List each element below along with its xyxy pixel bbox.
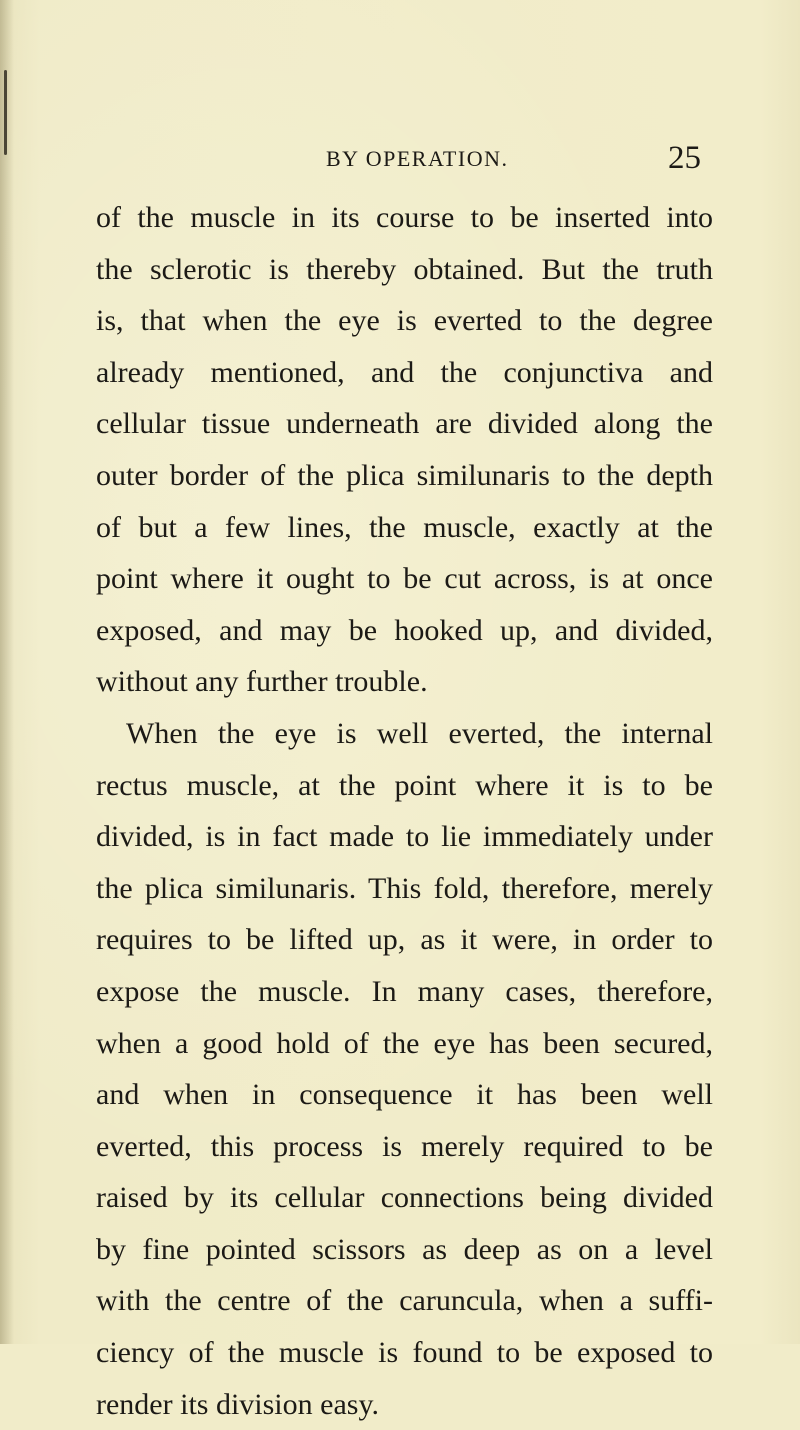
text-line: render its division easy.	[96, 1387, 379, 1421]
text-line: ciency of the muscle is found to be exposed to	[96, 1336, 713, 1370]
text-line: requires to be lifted up, as it were, in order to	[96, 923, 713, 957]
text-line: the plica similunaris. This fold, therefore, merely	[96, 871, 713, 905]
text-line: exposed, and may be hooked up, and divided,	[96, 613, 713, 647]
text-line: and when in consequence it has been well	[96, 1078, 713, 1112]
text-line: by fine pointed scissors as deep as on a level	[96, 1232, 713, 1266]
text-line: already mentioned, and the conjunctiva and	[96, 355, 713, 389]
body-text	[96, 192, 713, 1430]
text-line: divided, is in fact made to lie immediately under	[96, 820, 713, 854]
text-line: is, that when the eye is everted to the degree	[96, 304, 713, 338]
text-line: expose the muscle. In many cases, therefore,	[96, 974, 713, 1008]
text-line: the sclerotic is thereby obtained. But the truth	[96, 252, 713, 286]
text-line: when a good hold of the eye has been secured,	[96, 1026, 713, 1060]
text-line: rectus muscle, at the point where it is to be	[96, 768, 713, 802]
running-title: BY OPERATION.	[326, 146, 509, 171]
page-fold-shadow	[0, 0, 14, 1344]
text-line: When the eye is well everted, the internal	[126, 716, 713, 750]
page-number: 25	[668, 140, 701, 176]
text-line: everted, this process is merely required to be	[96, 1129, 713, 1163]
text-line: point where it ought to be cut across, is at once	[96, 562, 713, 596]
text-line: without any further trouble.	[96, 665, 428, 699]
text-line: raised by its cellular connections being divided	[96, 1181, 713, 1215]
running-header	[0, 140, 800, 180]
text-line: of but a few lines, the muscle, exactly at the	[96, 510, 713, 544]
text-line: cellular tissue underneath are divided along the	[96, 407, 713, 441]
text-line: with the centre of the caruncula, when a suffi-	[96, 1284, 713, 1318]
text-line: outer border of the plica similunaris to the depth	[96, 458, 713, 492]
text-line: of the muscle in its course to be inserted into	[96, 201, 713, 234]
